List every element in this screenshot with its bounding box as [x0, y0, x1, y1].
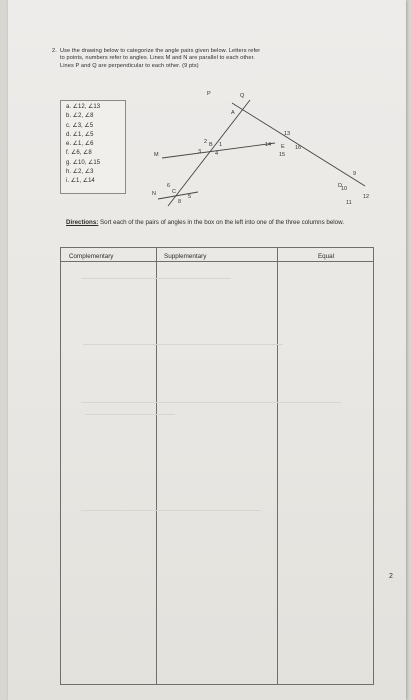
- angle-8: 8: [178, 199, 182, 205]
- label-a: A: [231, 110, 235, 116]
- label-e: E: [281, 144, 285, 150]
- question-line-2: to points, numbers refer to angles. Lines M and N are parallel to each other.: [60, 55, 255, 62]
- angle-12: 12: [363, 194, 370, 200]
- supplementary-header: Supplementary: [164, 253, 207, 260]
- angle-pair-item: g. ∠10, ∠15: [66, 159, 101, 166]
- bleed-through-line: [81, 510, 261, 511]
- directions: [66, 219, 371, 227]
- question-line-1: Use the drawing below to categorize the angle pairs given below. Letters refer: [60, 48, 261, 54]
- angle-pair-item: c. ∠3, ∠5: [66, 122, 94, 129]
- label-n: N: [152, 191, 156, 197]
- bleed-through-line: [83, 344, 283, 345]
- equal-column[interactable]: [277, 248, 375, 684]
- question-line-3: Lines P and Q are perpendicular to each other. (9 pts): [60, 62, 199, 69]
- sorting-table: [60, 247, 374, 685]
- label-b: B: [209, 142, 213, 148]
- bleed-through-line: [81, 402, 341, 403]
- angle-5: 5: [188, 194, 192, 200]
- angle-6: 6: [167, 183, 171, 189]
- angle-11: 11: [346, 200, 352, 206]
- angle-pair-item: d. ∠1, ∠5: [66, 131, 94, 138]
- label-m: M: [154, 152, 159, 158]
- label-q: Q: [240, 93, 245, 99]
- question-prompt: [52, 48, 360, 70]
- angle-2: 2: [204, 139, 208, 145]
- angle-pairs-box: [60, 100, 126, 194]
- angle-pair-item: i. ∠1, ∠14: [66, 178, 95, 185]
- geometry-diagram: [140, 80, 380, 210]
- angle-10: 10: [341, 186, 348, 192]
- angle-pair-item: a. ∠12, ∠13: [66, 104, 101, 110]
- question-number: 2.: [52, 48, 57, 54]
- angle-4: 4: [215, 151, 219, 157]
- directions-text: Sort each of the pairs of angles in the box on the left into one of the three columns below.: [98, 219, 344, 226]
- angle-pair-item: h. ∠2, ∠3: [66, 169, 94, 176]
- bleed-through-line: [81, 278, 231, 279]
- angle-3: 3: [198, 149, 202, 155]
- bleed-through-line: [85, 414, 175, 415]
- angle-pair-item: e. ∠1, ∠6: [66, 141, 94, 148]
- complementary-column[interactable]: [61, 248, 157, 684]
- angle-pair-item: f. ∠6, ∠8: [66, 150, 92, 157]
- angle-13: 13: [284, 131, 291, 137]
- angle-1: 1: [219, 142, 223, 148]
- angle-15: 15: [279, 152, 286, 158]
- complementary-header: Complementary: [69, 253, 114, 260]
- label-c: C: [172, 189, 176, 195]
- angle-pair-item: b. ∠2, ∠8: [66, 113, 94, 120]
- angle-pairs-list: [66, 103, 125, 187]
- angle-9: 9: [353, 171, 357, 177]
- page-number: 2: [389, 573, 393, 580]
- label-d: D: [338, 183, 342, 189]
- label-p: P: [207, 91, 211, 97]
- angle-14: 14: [265, 142, 272, 148]
- equal-header: Equal: [317, 253, 335, 260]
- line-p: [168, 100, 250, 206]
- supplementary-column[interactable]: [156, 248, 278, 684]
- angle-16: 16: [295, 145, 302, 151]
- header-divider: [61, 261, 373, 262]
- directions-label: Directions:: [66, 219, 99, 226]
